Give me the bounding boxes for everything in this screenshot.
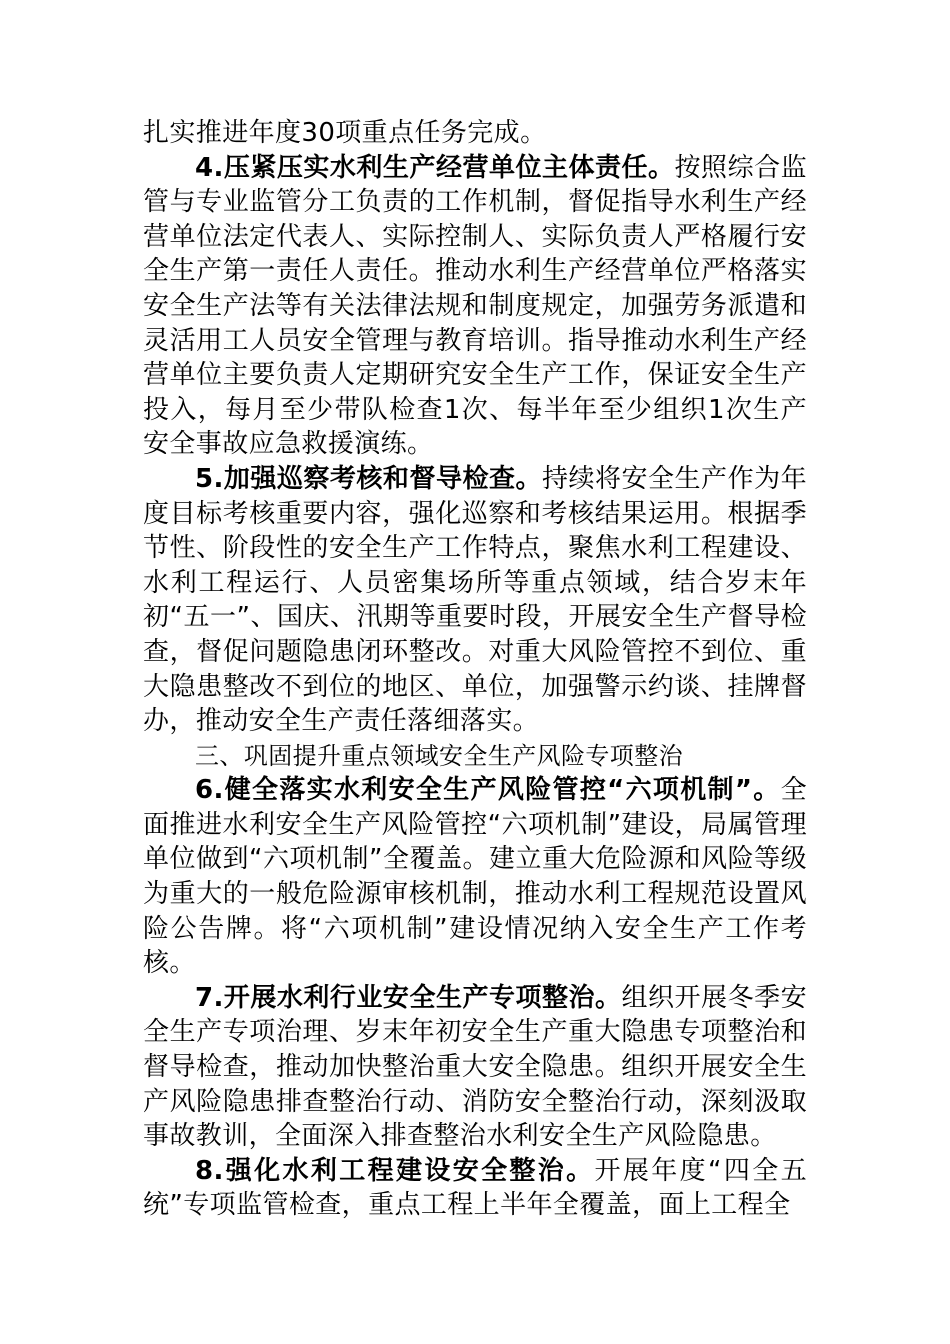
paragraph-text: 开展年度“四全五统”专项监管检查，重点工程上半年全覆盖，面上工程全 <box>143 1155 808 1221</box>
paragraph-text: 组织开展冬季安全生产专项治理、岁末年初安全生产重大隐患专项整治和督导检查，推动加快整治重大安全隐患。组织开展安全生产风险隐患排查整治行动、消防安全整治行动，深刻汲取事故教训，全面深入排查整治水利安全生产风险隐患。 <box>143 982 807 1152</box>
paragraph-item-8 <box>143 1154 807 1223</box>
paragraph-item-5 <box>143 462 807 739</box>
item-heading: 7.开展水利行业安全生产专项整治。 <box>195 982 622 1013</box>
paragraph-item-6 <box>143 773 807 981</box>
paragraph-continuation <box>143 116 807 151</box>
item-heading: 6.健全落实水利安全生产风险管控“六项机制”。 <box>195 775 781 806</box>
paragraph-item-4 <box>143 151 807 462</box>
item-heading: 4.压紧压实水利生产经营单位主体责任。 <box>195 152 675 183</box>
paragraph-text: 按照综合监管与专业监管分工负责的工作机制，督促指导水利生产经营单位法定代表人、实际控制人、实际负责人严格履行安全生产第一责任人责任。推动水利生产经营单位严格落实安全生产法等有关法律法规和制度规定，加强劳务派遣和灵活用工人员安全管理与教育培训。指导推动水利生产经营单位主要负责人定期研究安全生产工作，保证安全生产投入，每月至少带队检查1次、每半年至少组织1次生产安全事故应急救援演练。 <box>143 152 807 460</box>
item-heading: 8.强化水利工程建设安全整治。 <box>195 1155 595 1186</box>
paragraph-text: 全面推进水利安全生产风险管控“六项机制”建设，局属管理单位做到“六项机制”全覆盖。建立重大危险源和风险等级为重大的一般危险源审核机制，推动水利工程规范设置风险公告牌。将“六项机制”建设情况纳入安全生产工作考核。 <box>143 775 807 979</box>
document-page <box>143 116 807 1223</box>
paragraph-text: 扎实推进年度30项重点任务完成。 <box>143 118 547 148</box>
section-title: 三、巩固提升重点领域安全生产风险专项整治 <box>195 741 683 770</box>
section-heading-3 <box>143 739 807 774</box>
item-heading: 5.加强巡察考核和督导检查。 <box>195 463 542 494</box>
paragraph-item-7 <box>143 981 807 1154</box>
paragraph-text: 持续将安全生产作为年度目标考核重要内容，强化巡察和考核结果运用。根据季节性、阶段性的安全生产工作特点，聚焦水利工程建设、水利工程运行、人员密集场所等重点领域，结合岁末年初“五一”、国庆、汛期等重要时段，开展安全生产督导检查，督促问题隐患闭环整改。对重大风险管控不到位、重大隐患整改不到位的地区、单位，加强警示约谈、挂牌督办，推动安全生产责任落细落实。 <box>143 463 807 737</box>
